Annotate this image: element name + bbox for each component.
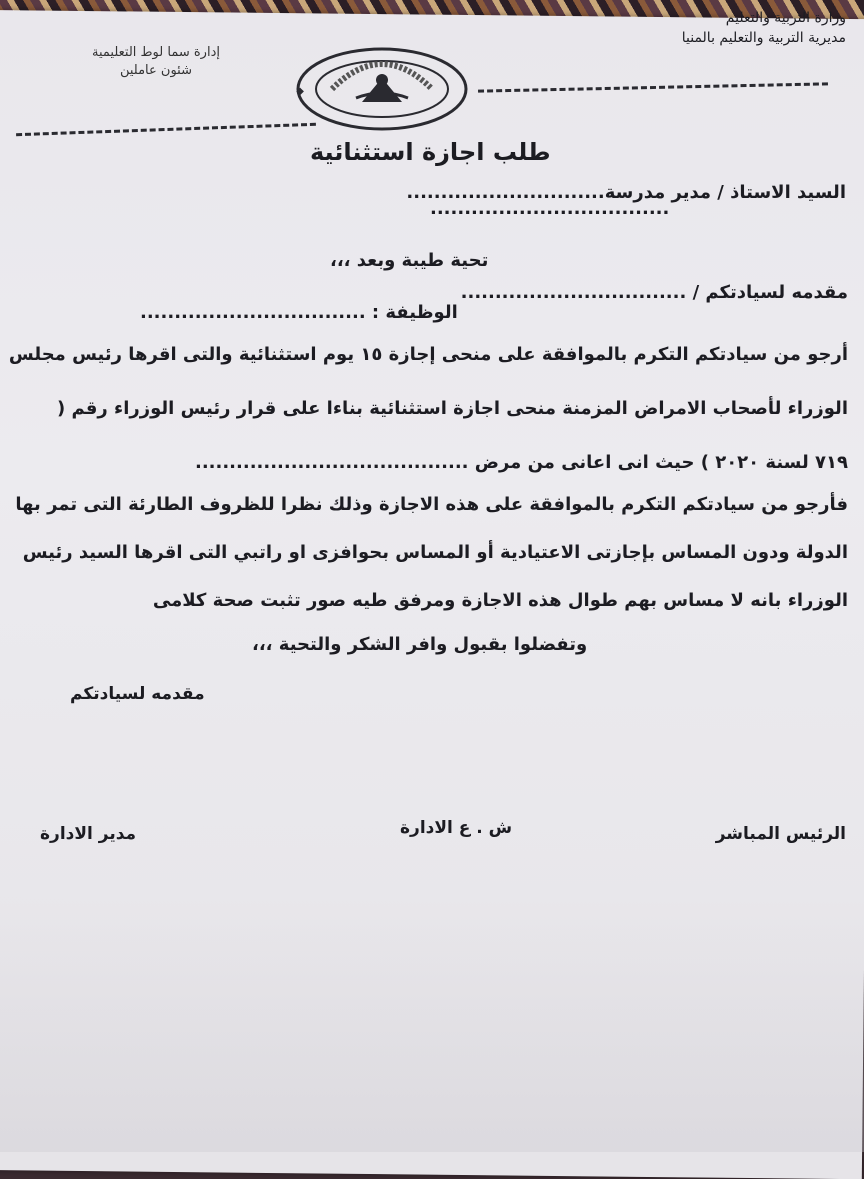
submitted-by: مقدمه لسيادتكم bbox=[70, 684, 205, 704]
paragraph1-line2: الوزراء لأصحاب الامراض المزمنة منحى اجازة استثنائية بناءا على قرار رئيس الوزراء رقم ( bbox=[57, 398, 848, 419]
official-seal bbox=[292, 44, 472, 134]
paragraph1-line3: ٧١٩ لسنة ٢٠٢٠ ) حيث انى اعانى من مرض ........................................ bbox=[194, 452, 848, 473]
header-right bbox=[682, 8, 846, 48]
signature-supervisor: الرئيس المباشر bbox=[715, 824, 846, 844]
closing-line: وتفضلوا بقبول وافر الشكر والتحية ،،، bbox=[252, 634, 588, 655]
signature-admin-affairs: ش . ع الادارة bbox=[400, 818, 513, 838]
paragraph2-line3: الوزراء بانه لا مساس بهم طوال هذه الاجازة ومرفق طيه صور تثبت صحة كلامى bbox=[152, 590, 848, 611]
svg-text:◆: ◆ bbox=[296, 86, 304, 97]
separator-dashes-right bbox=[478, 82, 828, 92]
paragraph1-line1: أرجو من سيادتكم التكرم بالموافقة على منحى إجازة ١٥ يوم استثنائية والتى اقرها رئيس مجلس bbox=[8, 344, 848, 365]
header-left bbox=[92, 44, 220, 80]
form-title: طلب اجازة استثنائية bbox=[310, 138, 551, 166]
job-line: الوظيفة : ................................. bbox=[140, 302, 458, 323]
signature-admin-director: مدير الادارة bbox=[40, 824, 137, 844]
ministry-name: وزارة التربية والتعليم bbox=[725, 10, 846, 26]
addressee-dots: ................................... bbox=[430, 198, 670, 219]
administration-name: إدارة سما لوط التعليمية bbox=[92, 45, 220, 60]
directorate-name: مديرية التربية والتعليم بالمنيا bbox=[681, 30, 846, 46]
eagle-emblem-icon bbox=[356, 74, 408, 102]
separator-dashes-left bbox=[16, 123, 316, 136]
paragraph2-line1: فأرجو من سيادتكم التكرم بالموافقة على هذه الاجازة وذلك نظرا للظروف الطارئة التى تمر بها bbox=[15, 494, 848, 515]
department-name: شئون عاملين bbox=[119, 63, 192, 78]
paragraph2-line2: الدولة ودون المساس بإجازتى الاعتيادية أو المساس بحوافزى او راتبي التى اقرها السيد رئيس bbox=[22, 542, 848, 563]
greeting: تحية طيبة وبعد ،،، bbox=[330, 250, 489, 271]
applicant-line: مقدمه لسيادتكم / ................................. bbox=[460, 282, 848, 303]
addressee-line: السيد الاستاذ / مدير مدرسة............................. bbox=[406, 182, 846, 203]
